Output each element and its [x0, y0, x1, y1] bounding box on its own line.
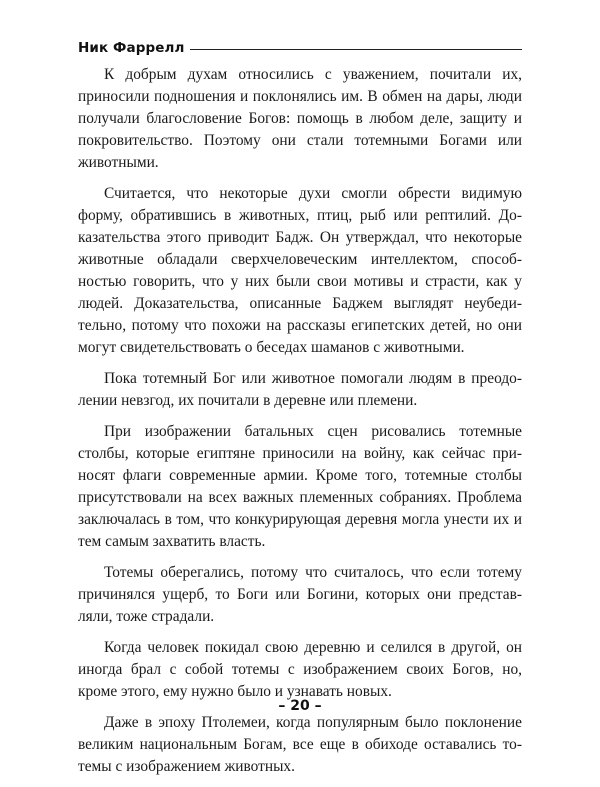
header-author: Ник Фаррелл [78, 40, 185, 56]
paragraph: К добрым духам относились с уважением, почитали их, приносили подношения и поклонялись им. В обмен на дары, люди получали благословение Богов: помощь в любом деле, защиту и покровительство. Поэтому они стали тотемными Богами или животными. [78, 66, 522, 171]
header-rule [190, 49, 522, 50]
paragraph: При изображении батальных сцен рисовались тотемные столбы, которые египтяне приносили на войну, как сейчас приносят флаги современные армии. Кроме того, тотемные столбы присутствовали на всех важных племенных собраниях. Проблема заключалась в том, что конкурирующая деревня могла унести их и тем самым захватить власть. [78, 423, 522, 550]
paragraph: Даже в эпоху Птолемеи, когда популярным было поклонение великим национальным Богам, все еще в обиходе оставались тотемы с изображением животных. [78, 714, 522, 775]
body-text [78, 64, 522, 787]
paragraph: Считается, что некоторые духи смогли обрести видимую форму, обратившись в животных, птиц, рыб или рептилий. Доказательства этого приводит Бадж. Он утверждал, что некоторые животные обладали сверхчеловеческим интеллектом, способностью говорить, что у них были свои мотивы и страсти, как у людей. Доказательства, описанные Баджем выглядят неубедительно, потому что похожи на рассказы египетских детей, но они могут свидетельствовать о беседах шаманов с животными. [78, 185, 522, 356]
paragraph: Тотемы оберегались, потому что считалось, что если тотему причинялся ущерб, то Боги или Богини, которых они представляли, тоже страдали. [78, 564, 522, 625]
paragraph: Когда человек покидал свою деревню и селился в другой, он иногда брал с собой тотемы с изображением своих Богов, но, кроме этого, ему нужно было и узнавать новых. [78, 639, 522, 700]
running-header [78, 38, 522, 58]
page-number: – 20 – [278, 698, 322, 714]
paragraph: Пока тотемный Бог или животное помогали людям в преодолении невзгод, их почитали в деревне или племени. [78, 370, 522, 409]
